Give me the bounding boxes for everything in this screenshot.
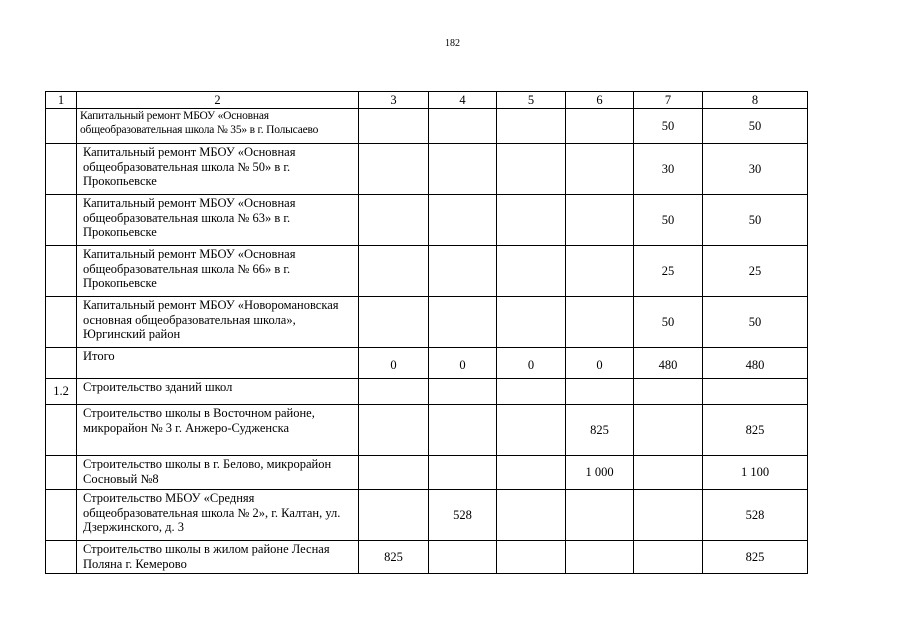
cell-col3 xyxy=(359,109,429,144)
cell-col5 xyxy=(497,246,566,297)
row-number xyxy=(46,246,77,297)
cell-col8: 1 100 xyxy=(703,456,808,490)
cell-col5 xyxy=(497,405,566,456)
cell-col6: 825 xyxy=(566,405,634,456)
cell-col6 xyxy=(566,541,634,574)
row-name: Строительство школы в г. Белово, микрорайон Сосновый №8 xyxy=(77,456,359,490)
cell-col5 xyxy=(497,109,566,144)
cell-col6 xyxy=(566,246,634,297)
cell-col4: 0 xyxy=(429,348,497,379)
cell-col4 xyxy=(429,456,497,490)
table-row xyxy=(46,456,808,490)
cell-col7: 25 xyxy=(634,246,703,297)
row-name: Строительство МБОУ «Средняя общеобразовательная школа № 2», г. Калтан, ул. Дзержинского, д. 3 xyxy=(77,490,359,541)
cell-col4 xyxy=(429,195,497,246)
cell-col3 xyxy=(359,490,429,541)
cell-col8: 30 xyxy=(703,144,808,195)
cell-col5 xyxy=(497,195,566,246)
row-number xyxy=(46,456,77,490)
header-cell: 5 xyxy=(497,92,566,109)
cell-col8 xyxy=(703,379,808,405)
cell-col3 xyxy=(359,246,429,297)
row-number xyxy=(46,348,77,379)
cell-col6 xyxy=(566,297,634,348)
header-cell: 8 xyxy=(703,92,808,109)
cell-col7: 50 xyxy=(634,195,703,246)
page-number: 182 xyxy=(445,38,460,49)
cell-col4 xyxy=(429,109,497,144)
cell-col5: 0 xyxy=(497,348,566,379)
cell-col5 xyxy=(497,456,566,490)
row-number xyxy=(46,490,77,541)
table-row xyxy=(46,195,808,246)
cell-col8: 25 xyxy=(703,246,808,297)
cell-col4 xyxy=(429,379,497,405)
row-name: Капитальный ремонт МБОУ «Основная общеобразовательная школа № 50» в г. Прокопьевске xyxy=(77,144,359,195)
table-row xyxy=(46,405,808,456)
row-name: Капитальный ремонт МБОУ «Новоромановская основная общеобразовательная школа», Юргинский район xyxy=(77,297,359,348)
cell-col6 xyxy=(566,379,634,405)
row-number xyxy=(46,144,77,195)
cell-col5 xyxy=(497,144,566,195)
row-number xyxy=(46,195,77,246)
cell-col4: 528 xyxy=(429,490,497,541)
header-cell: 1 xyxy=(46,92,77,109)
cell-col3 xyxy=(359,195,429,246)
cell-col5 xyxy=(497,297,566,348)
cell-col6: 1 000 xyxy=(566,456,634,490)
section-row xyxy=(46,379,808,405)
cell-col3: 825 xyxy=(359,541,429,574)
budget-table xyxy=(45,91,808,574)
cell-col4 xyxy=(429,541,497,574)
cell-col6 xyxy=(566,144,634,195)
row-number xyxy=(46,541,77,574)
cell-col7 xyxy=(634,456,703,490)
row-number: 1.2 xyxy=(46,379,77,405)
cell-col3 xyxy=(359,144,429,195)
cell-col4 xyxy=(429,297,497,348)
cell-col7 xyxy=(634,405,703,456)
cell-col8: 50 xyxy=(703,195,808,246)
cell-col5 xyxy=(497,379,566,405)
cell-col8: 480 xyxy=(703,348,808,379)
cell-col6 xyxy=(566,490,634,541)
header-row xyxy=(46,92,808,109)
row-name: Итого xyxy=(77,348,359,379)
header-cell: 7 xyxy=(634,92,703,109)
row-name: Строительство школы в Восточном районе, микрорайон № 3 г. Анжеро-Судженска xyxy=(77,405,359,456)
table-row xyxy=(46,109,808,144)
cell-col3: 0 xyxy=(359,348,429,379)
cell-col7: 50 xyxy=(634,109,703,144)
header-cell: 3 xyxy=(359,92,429,109)
cell-col6: 0 xyxy=(566,348,634,379)
total-row xyxy=(46,348,808,379)
cell-col7: 50 xyxy=(634,297,703,348)
row-name: Капитальный ремонт МБОУ «Основная общеобразовательная школа № 66» в г. Прокопьевске xyxy=(77,246,359,297)
header-cell: 6 xyxy=(566,92,634,109)
row-number xyxy=(46,109,77,144)
cell-col8: 528 xyxy=(703,490,808,541)
row-name: Капитальный ремонт МБОУ «Основная общеобразовательная школа № 63» в г. Прокопьевске xyxy=(77,195,359,246)
cell-col8: 50 xyxy=(703,109,808,144)
cell-col6 xyxy=(566,195,634,246)
cell-col5 xyxy=(497,490,566,541)
header-cell: 2 xyxy=(77,92,359,109)
cell-col6 xyxy=(566,109,634,144)
cell-col8: 50 xyxy=(703,297,808,348)
table-row xyxy=(46,490,808,541)
cell-col8: 825 xyxy=(703,405,808,456)
cell-col7 xyxy=(634,490,703,541)
cell-col5 xyxy=(497,541,566,574)
cell-col7: 30 xyxy=(634,144,703,195)
table-row xyxy=(46,246,808,297)
row-name: Капитальный ремонт МБОУ «Основная общеобразовательная школа № 35» в г. Полысаево xyxy=(77,109,359,144)
cell-col4 xyxy=(429,246,497,297)
cell-col3 xyxy=(359,379,429,405)
header-cell: 4 xyxy=(429,92,497,109)
cell-col4 xyxy=(429,144,497,195)
row-name: Строительство зданий школ xyxy=(77,379,359,405)
table-row xyxy=(46,297,808,348)
cell-col4 xyxy=(429,405,497,456)
row-number xyxy=(46,405,77,456)
table-row xyxy=(46,541,808,574)
row-name: Строительство школы в жилом районе Лесная Поляна г. Кемерово xyxy=(77,541,359,574)
cell-col7 xyxy=(634,541,703,574)
cell-col7: 480 xyxy=(634,348,703,379)
cell-col3 xyxy=(359,456,429,490)
cell-col3 xyxy=(359,405,429,456)
cell-col7 xyxy=(634,379,703,405)
row-number xyxy=(46,297,77,348)
cell-col3 xyxy=(359,297,429,348)
table-row xyxy=(46,144,808,195)
cell-col8: 825 xyxy=(703,541,808,574)
